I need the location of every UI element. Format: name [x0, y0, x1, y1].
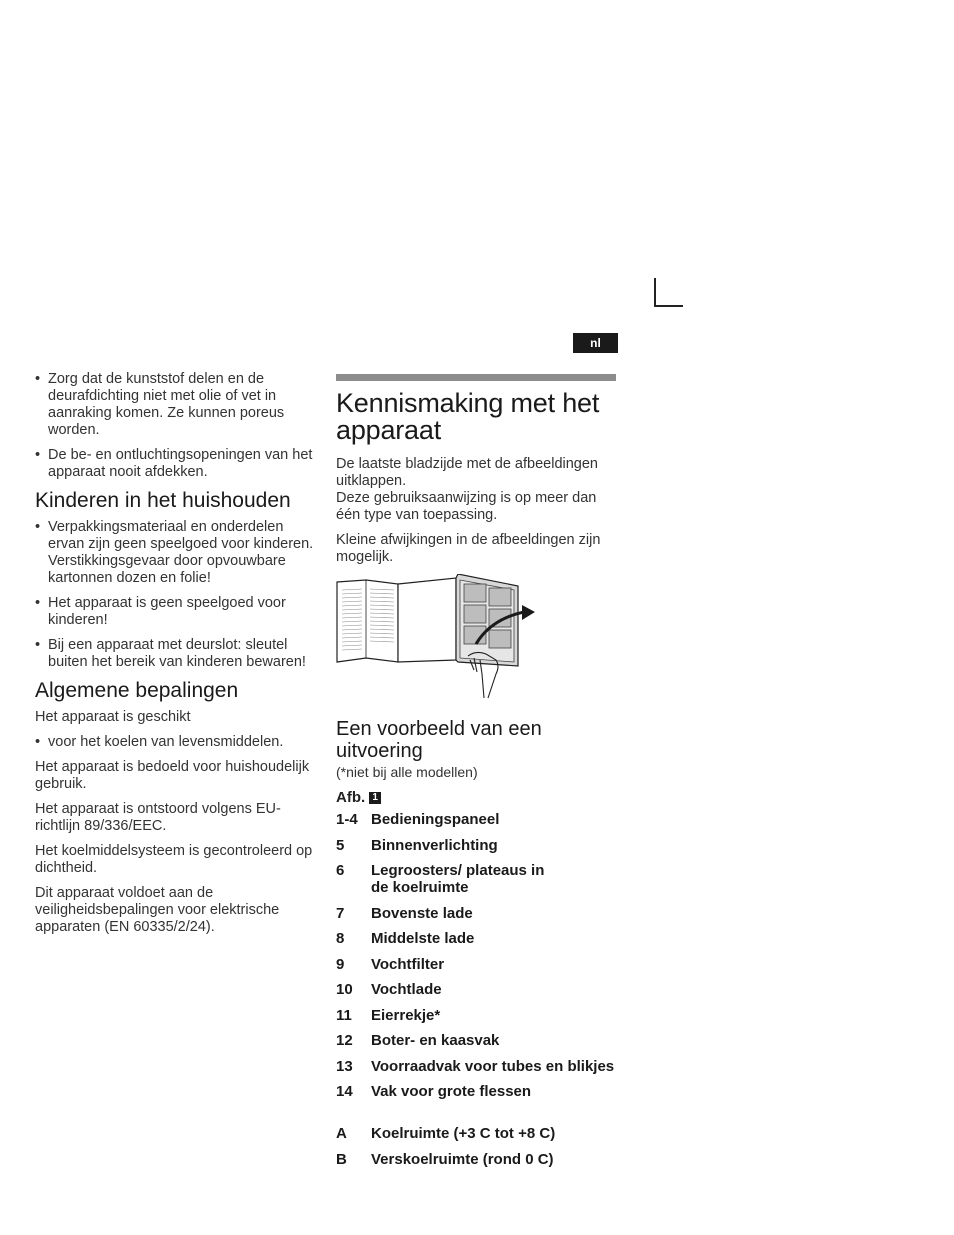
- part-number: 10: [336, 981, 353, 998]
- foldout-page-icon: [336, 574, 541, 699]
- list-item: [336, 930, 621, 947]
- figure-number: 1: [369, 792, 381, 804]
- list-item: [336, 1007, 621, 1024]
- list-item: [336, 1083, 621, 1100]
- language-badge: nl: [573, 333, 618, 353]
- part-label: Eierrekje*: [371, 1006, 441, 1024]
- list-item: [336, 862, 621, 896]
- zone-letter: A: [336, 1125, 347, 1142]
- section-rule: [336, 374, 616, 381]
- parts-list: [336, 811, 621, 1168]
- part-label: Vak voor grote flessen: [371, 1083, 532, 1100]
- list-item: • Verpakkingsmateriaal en onderdelen ervan zijn geen speelgoed voor kinderen. Verstikkingsgevaar door opvouwbare kartonnen dozen en folie!: [35, 519, 320, 587]
- list-item: • Bij een apparaat met deurslot: sleutel buiten het bereik van kinderen bewaren!: [35, 637, 320, 671]
- foldout-illustration: [336, 574, 621, 704]
- part-label: Vochtlade: [371, 981, 442, 998]
- part-label: Binnenverlichting: [371, 836, 498, 854]
- part-number: 13: [336, 1057, 353, 1075]
- example-heading: Een voorbeeld van een uitvoering: [336, 718, 542, 762]
- left-column: [35, 371, 320, 944]
- algemene-heading: Algemene bepalingen: [35, 679, 239, 702]
- zone-label: Koelruimte (+3 C tot +8 C): [371, 1125, 556, 1142]
- part-number: 12: [336, 1032, 353, 1049]
- list-item: [336, 905, 621, 922]
- list-item: [336, 1032, 621, 1049]
- figure-reference: [336, 789, 621, 806]
- algemene-intro: Het apparaat is geschikt: [35, 709, 191, 725]
- list-item: • Zorg dat de kunststof delen en de deurafdichting niet met olie of vet in aanraking komen. Ze kunnen poreus worden.: [35, 371, 320, 439]
- right-column: [336, 374, 621, 1176]
- part-number: 6: [336, 862, 345, 879]
- list-item: [336, 811, 621, 828]
- part-label: Middelste lade: [371, 930, 475, 947]
- part-label: Vochtfilter: [371, 955, 445, 973]
- kinderen-bullets: [35, 519, 320, 671]
- part-label: Bedieningspaneel: [371, 811, 500, 828]
- crop-mark-horizontal: [654, 305, 683, 307]
- part-number: 7: [336, 904, 345, 922]
- part-number: 9: [336, 955, 345, 973]
- list-item: • De be- en ontluchtingsopeningen van het apparaat nooit afdekken.: [35, 447, 320, 481]
- algemene-paragraph: Het koelmiddelsysteem is gecontroleerd op dichtheid.: [35, 843, 313, 876]
- list-item: • voor het koelen van levensmiddelen.: [35, 734, 320, 751]
- algemene-paragraph: Het apparaat is ontstoord volgens EU-richtlijn 89/336/EEC.: [35, 801, 281, 834]
- part-label: Boter- en kaasvak: [371, 1032, 500, 1049]
- algemene-paragraph: Het apparaat is bedoeld voor huishoudelijk gebruik.: [35, 759, 310, 792]
- part-number: 14: [336, 1083, 353, 1100]
- list-item: [336, 1058, 621, 1075]
- zone-letter: B: [336, 1150, 347, 1168]
- list-item: [336, 981, 621, 998]
- crop-mark-vertical: [654, 278, 656, 306]
- algemene-bullets: [35, 734, 320, 751]
- figure-label: Afb.: [336, 789, 366, 806]
- part-label: Voorraadvak voor tubes en blikjes: [371, 1057, 615, 1075]
- part-label: Bovenste lade: [371, 904, 473, 922]
- list-item: • Het apparaat is geen speelgoed voor kinderen!: [35, 595, 320, 629]
- zone-label: Verskoelruimte (rond 0 C): [371, 1150, 554, 1168]
- part-number: 1-4: [336, 811, 358, 828]
- list-item: [336, 956, 621, 973]
- kinderen-heading: Kinderen in het huishouden: [35, 489, 291, 512]
- algemene-paragraph: Dit apparaat voldoet aan de veiligheidsbepalingen voor elektrische apparaten (EN 60335/2/24).: [35, 885, 280, 935]
- example-note: (*niet bij alle modellen): [336, 764, 478, 780]
- intro-line-1: De laatste bladzijde met de afbeeldingen uitklappen.: [336, 456, 598, 489]
- part-number: 8: [336, 930, 345, 947]
- part-number: 11: [336, 1006, 352, 1024]
- safety-bullets: [35, 371, 320, 481]
- list-item: [336, 1125, 621, 1142]
- list-item: [336, 837, 621, 854]
- intro-line-2: Deze gebruiksaanwijzing is op meer dan één type van toepassing.: [336, 490, 597, 523]
- list-item: [336, 1151, 621, 1168]
- part-number: 5: [336, 836, 345, 854]
- page-title: Kennismaking met het apparaat: [336, 388, 600, 445]
- part-label: Legroosters/ plateaus in de koelruimte: [371, 862, 545, 896]
- intro-paragraph-2: Kleine afwijkingen in de afbeeldingen zijn mogelijk.: [336, 532, 601, 565]
